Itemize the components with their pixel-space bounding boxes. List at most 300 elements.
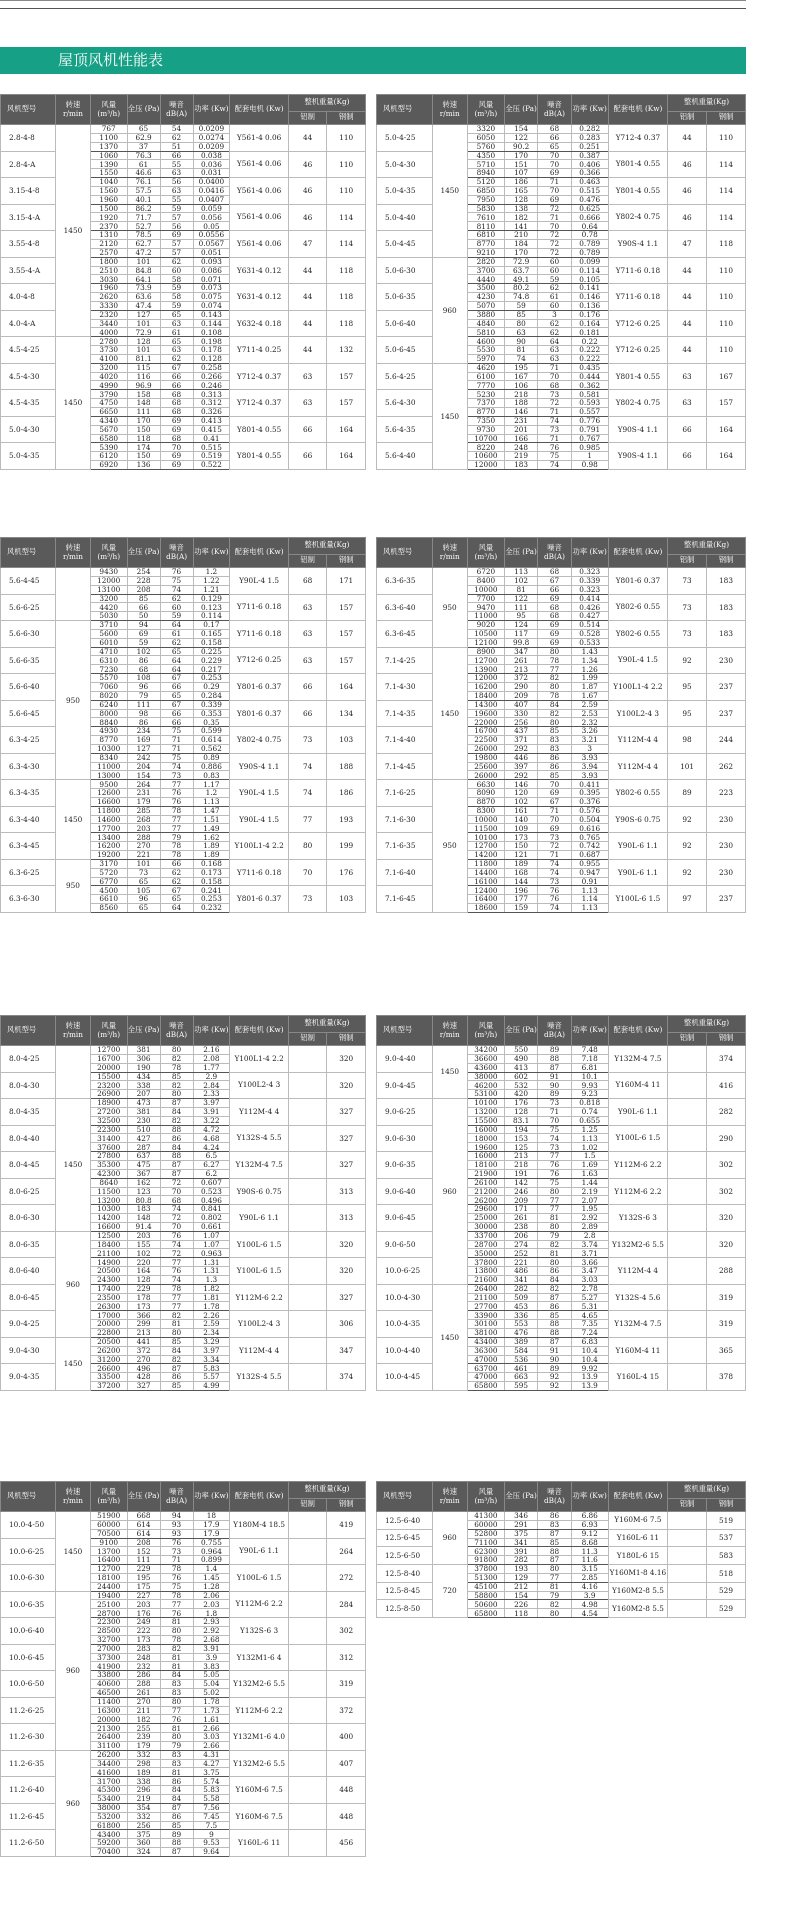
noise-cell: 76 [160, 568, 193, 577]
noise-cell: 92 [538, 1382, 571, 1391]
header-flow: 风量 (m³/h) [90, 95, 127, 125]
flow-cell: 3030 [90, 275, 127, 284]
flow-cell: 4020 [90, 372, 127, 381]
aluminum-weight-cell: 73 [288, 727, 327, 754]
flow-cell: 9100 [90, 1538, 127, 1547]
table-row [377, 1284, 746, 1293]
model-cell: 5.6-4-45 [1, 568, 56, 595]
header-motor: 配套电机 (Kw) [230, 538, 289, 568]
noise-cell: 83 [538, 736, 571, 745]
noise-cell: 62 [538, 319, 571, 328]
pressure-cell: 203 [127, 1231, 160, 1240]
noise-cell: 83 [160, 1688, 193, 1697]
header-weight: 整机重量(Kg) [288, 1016, 365, 1033]
header-flow: 风量 (m³/h) [467, 538, 504, 568]
performance-table [0, 94, 366, 470]
flow-cell: 26200 [90, 1346, 127, 1355]
pressure-cell: 360 [127, 1839, 160, 1848]
power-cell: 3.93 [571, 771, 608, 780]
flow-cell: 16200 [467, 682, 504, 691]
noise-cell: 77 [160, 1706, 193, 1715]
model-cell: 11.2-6-30 [1, 1724, 56, 1751]
flow-cell: 16700 [90, 1054, 127, 1063]
flow-cell: 9470 [467, 603, 504, 612]
motor-cell: Y132M-4 7.5 [608, 1046, 667, 1073]
noise-cell: 80 [538, 1609, 571, 1618]
noise-cell: 69 [538, 824, 571, 833]
flow-cell: 6630 [467, 780, 504, 789]
power-cell: 1.21 [193, 585, 230, 594]
aluminum-weight-cell: 66 [668, 443, 707, 470]
motor-cell: Y90L-4 1.5 [230, 806, 289, 833]
flow-cell: 16200 [90, 842, 127, 851]
header-pressure: 全压 (Pa) [127, 538, 160, 568]
aluminum-weight-cell: 97 [668, 886, 707, 913]
noise-cell: 80 [538, 1187, 571, 1196]
steel-weight-cell: 302 [327, 1618, 366, 1645]
aluminum-weight-cell: 63 [288, 594, 327, 621]
noise-cell: 68 [160, 1196, 193, 1205]
noise-cell: 71 [160, 736, 193, 745]
noise-cell: 64 [538, 337, 571, 346]
table-row [1, 1337, 366, 1346]
steel-weight-cell: 114 [327, 204, 366, 231]
table-row [377, 1125, 746, 1134]
power-cell: 0.198 [193, 337, 230, 346]
pressure-cell: 218 [504, 1160, 537, 1169]
power-cell: 0.522 [193, 461, 230, 470]
power-cell: 2.34 [193, 1329, 230, 1338]
pressure-cell: 111 [504, 603, 537, 612]
power-cell: 0.528 [571, 629, 608, 638]
power-cell: 0.086 [193, 266, 230, 275]
pressure-cell: 375 [504, 1529, 537, 1538]
aluminum-weight-cell: 63 [288, 621, 327, 648]
power-cell: 0.515 [571, 186, 608, 195]
pressure-cell: 175 [127, 1582, 160, 1591]
noise-cell: 87 [160, 1160, 193, 1169]
aluminum-weight-cell [668, 1529, 707, 1547]
flow-cell: 26400 [467, 1284, 504, 1293]
flow-cell: 37300 [90, 1653, 127, 1662]
pressure-cell: 288 [127, 1680, 160, 1689]
power-cell: 0.515 [193, 443, 230, 452]
power-cell: 0.0416 [193, 186, 230, 195]
flow-cell: 38000 [90, 1803, 127, 1812]
power-cell: 9.64 [193, 1848, 230, 1857]
pressure-cell: 171 [504, 1205, 537, 1214]
power-cell: 6.83 [571, 1337, 608, 1346]
pressure-cell: 80.8 [127, 1196, 160, 1205]
noise-cell: 93 [160, 1520, 193, 1529]
flow-cell: 22800 [90, 1329, 127, 1338]
noise-cell: 81 [538, 1214, 571, 1223]
pressure-cell: 80 [504, 319, 537, 328]
pressure-cell: 61 [127, 160, 160, 169]
power-cell: 9.92 [571, 1364, 608, 1373]
performance-table [0, 537, 366, 913]
pressure-cell: 46.6 [127, 169, 160, 178]
power-cell: 2.68 [193, 1635, 230, 1644]
noise-cell: 81 [160, 1320, 193, 1329]
table-row [377, 833, 746, 842]
noise-cell: 87 [538, 1063, 571, 1072]
motor-cell: Y801-4 0.55 [608, 178, 667, 205]
header-weight: 整机重量(Kg) [288, 95, 365, 112]
power-cell: 0.217 [193, 665, 230, 674]
flow-cell: 5570 [90, 674, 127, 683]
pressure-cell: 85 [504, 310, 537, 319]
noise-cell: 65 [538, 142, 571, 151]
aluminum-weight-cell [288, 1072, 327, 1099]
noise-cell: 85 [160, 1072, 193, 1081]
noise-cell: 86 [160, 1134, 193, 1143]
power-cell: 3.34 [193, 1355, 230, 1364]
model-cell: 9.0-4-30 [1, 1337, 56, 1364]
motor-cell: Y100L-6 1.5 [230, 1258, 289, 1285]
table-row [1, 1099, 366, 1108]
aluminum-weight-cell [668, 1337, 707, 1364]
pressure-cell: 65 [127, 877, 160, 886]
pressure-cell: 188 [504, 399, 537, 408]
steel-weight-cell: 164 [327, 443, 366, 470]
noise-cell: 89 [538, 1046, 571, 1055]
flow-cell: 12000 [467, 461, 504, 470]
flow-cell: 5070 [467, 301, 504, 310]
noise-cell: 82 [538, 1284, 571, 1293]
pressure-cell: 99.8 [504, 638, 537, 647]
power-cell: 1.45 [193, 1573, 230, 1582]
pressure-cell: 63.6 [127, 293, 160, 302]
pressure-cell: 68 [127, 665, 160, 674]
flow-cell: 4840 [467, 319, 504, 328]
noise-cell: 74 [160, 1275, 193, 1284]
noise-cell: 62 [160, 133, 193, 142]
flow-cell: 47000 [467, 1355, 504, 1364]
power-cell: 0.765 [571, 833, 608, 842]
motor-cell: Y632-4 0.18 [230, 310, 289, 337]
flow-cell: 33900 [467, 1311, 504, 1320]
pressure-cell: 420 [504, 1090, 537, 1099]
pressure-cell: 127 [127, 744, 160, 753]
flow-cell: 31400 [90, 1134, 127, 1143]
pressure-cell: 270 [127, 842, 160, 851]
flow-cell: 13200 [467, 1107, 504, 1116]
power-cell: 9 [193, 1830, 230, 1839]
pressure-cell: 375 [127, 1830, 160, 1839]
steel-weight-cell: 157 [327, 390, 366, 417]
pressure-cell: 152 [127, 1547, 160, 1556]
pressure-cell: 146 [504, 408, 537, 417]
flow-cell: 2120 [90, 239, 127, 248]
noise-cell: 80 [538, 647, 571, 656]
noise-cell: 70 [160, 1187, 193, 1196]
power-cell: 4.31 [193, 1750, 230, 1759]
pressure-cell: 74.8 [504, 293, 537, 302]
noise-cell: 85 [160, 1337, 193, 1346]
flow-cell: 59200 [90, 1839, 127, 1848]
noise-cell: 67 [538, 576, 571, 585]
model-cell: 3.15-4-8 [1, 178, 56, 205]
noise-cell: 78 [160, 1635, 193, 1644]
header-model: 风机型号 [377, 1016, 433, 1046]
noise-cell: 76 [160, 797, 193, 806]
flow-cell: 50600 [467, 1600, 504, 1609]
steel-weight-cell: 230 [707, 647, 746, 674]
aluminum-weight-cell [288, 1750, 327, 1777]
table-row [377, 753, 746, 762]
aluminum-weight-cell [668, 1284, 707, 1311]
power-cell: 2.9 [193, 1072, 230, 1081]
pressure-cell: 122 [504, 594, 537, 603]
pressure-cell: 341 [504, 1538, 537, 1547]
table-row [377, 647, 746, 656]
pressure-cell: 203 [127, 824, 160, 833]
pressure-cell: 169 [127, 736, 160, 745]
pressure-cell: 62.9 [127, 133, 160, 142]
power-cell: 0.22 [571, 337, 608, 346]
steel-weight-cell: 157 [327, 647, 366, 674]
power-cell: 0.576 [571, 806, 608, 815]
noise-cell: 82 [160, 1355, 193, 1364]
noise-cell: 80 [160, 1090, 193, 1099]
model-cell: 4.5-4-25 [1, 337, 56, 364]
pressure-cell: 66 [127, 603, 160, 612]
noise-cell: 72 [538, 204, 571, 213]
aluminum-weight-cell [288, 1311, 327, 1338]
motor-cell: Y712-6 0.25 [608, 310, 667, 337]
motor-cell: Y100L-6 1.5 [230, 1231, 289, 1258]
noise-cell: 67 [538, 797, 571, 806]
performance-table [376, 537, 746, 913]
steel-weight-cell: 237 [707, 700, 746, 727]
pressure-cell: 268 [127, 815, 160, 824]
header-noise: 噪音 dB(A) [160, 538, 193, 568]
steel-weight-cell: 132 [327, 337, 366, 364]
noise-cell: 85 [160, 1821, 193, 1830]
noise-cell: 91 [538, 1072, 571, 1081]
steel-weight-cell: 327 [327, 1284, 366, 1311]
noise-cell: 75 [160, 753, 193, 762]
aluminum-weight-cell: 63 [288, 390, 327, 417]
noise-cell: 76 [538, 886, 571, 895]
motor-cell: Y132M2-6 5.5 [230, 1671, 289, 1698]
noise-cell: 76 [538, 443, 571, 452]
flow-cell: 12600 [90, 789, 127, 798]
power-cell: 0.059 [193, 204, 230, 213]
motor-cell: Y90L-6 1.1 [608, 833, 667, 860]
table-row [1, 1072, 366, 1081]
power-cell: 1.49 [193, 824, 230, 833]
power-cell: 0.463 [571, 178, 608, 187]
steel-weight-cell: 302 [707, 1178, 746, 1205]
pressure-cell: 151 [504, 160, 537, 169]
power-cell: 2.26 [193, 1311, 230, 1320]
power-cell: 1.13 [571, 904, 608, 913]
motor-cell: Y711-6 0.18 [230, 621, 289, 648]
motor-cell: Y801-4 0.55 [608, 151, 667, 178]
pressure-cell: 47.4 [127, 301, 160, 310]
flow-cell: 18600 [467, 904, 504, 913]
flow-cell: 14300 [467, 700, 504, 709]
power-cell: 3.21 [571, 736, 608, 745]
model-cell: 7.1-6-40 [377, 859, 433, 886]
noise-cell: 56 [160, 178, 193, 187]
flow-cell: 47000 [467, 1373, 504, 1382]
motor-cell: Y112M-4 4 [608, 727, 667, 754]
power-cell: 1.8 [193, 1609, 230, 1618]
flow-cell: 6610 [90, 895, 127, 904]
pressure-cell: 154 [504, 1591, 537, 1600]
flow-cell: 53100 [467, 1090, 504, 1099]
noise-cell: 86 [538, 1512, 571, 1521]
pressure-cell: 476 [504, 1329, 537, 1338]
noise-cell: 85 [538, 1311, 571, 1320]
pressure-cell: 76.1 [127, 178, 160, 187]
header-steel: 钢制 [707, 1032, 746, 1046]
power-cell: 0.129 [193, 594, 230, 603]
flow-cell: 2320 [90, 310, 127, 319]
steel-weight-cell: 319 [707, 1311, 746, 1338]
aluminum-weight-cell [288, 1565, 327, 1592]
pressure-cell: 407 [504, 700, 537, 709]
noise-cell: 73 [538, 390, 571, 399]
flow-cell: 18100 [90, 1573, 127, 1582]
power-cell: 0.312 [193, 399, 230, 408]
model-cell: 5.6-6-25 [1, 594, 56, 621]
noise-cell: 84 [160, 1786, 193, 1795]
header-flow: 风量 (m³/h) [90, 1016, 127, 1046]
pressure-cell: 73 [127, 868, 160, 877]
power-cell: 2.59 [571, 700, 608, 709]
table-row [1, 1618, 366, 1627]
model-cell: 8.0-4-30 [1, 1072, 56, 1099]
power-cell: 1.07 [193, 1240, 230, 1249]
flow-cell: 12700 [467, 842, 504, 851]
flow-cell: 8640 [90, 1178, 127, 1187]
flow-cell: 63700 [467, 1364, 504, 1373]
speed-cell: 1450 [432, 1284, 467, 1390]
power-cell: 4.16 [571, 1582, 608, 1591]
pressure-cell: 189 [127, 1768, 160, 1777]
steel-weight-cell: 407 [327, 1750, 366, 1777]
flow-cell: 35000 [467, 1249, 504, 1258]
model-cell: 4.0-4-8 [1, 284, 56, 311]
power-cell: 3.26 [571, 727, 608, 736]
header-noise: 噪音 dB(A) [538, 95, 571, 125]
noise-cell: 66 [538, 133, 571, 142]
noise-cell: 87 [538, 1529, 571, 1538]
pressure-cell: 346 [504, 1512, 537, 1521]
flow-cell: 26900 [90, 1090, 127, 1099]
flow-cell: 38100 [467, 1329, 504, 1338]
model-cell: 12.5-6-40 [377, 1512, 433, 1530]
noise-cell: 68 [160, 390, 193, 399]
noise-cell: 73 [538, 1099, 571, 1108]
flow-cell: 21200 [467, 1187, 504, 1196]
noise-cell: 77 [160, 1293, 193, 1302]
flow-cell: 5710 [467, 160, 504, 169]
aluminum-weight-cell [668, 1512, 707, 1530]
flow-cell: 17400 [90, 1284, 127, 1293]
header-aluminum: 铝制 [668, 1032, 707, 1046]
steel-weight-cell: 327 [327, 1152, 366, 1179]
flow-cell: 11500 [90, 1187, 127, 1196]
header-steel: 钢制 [707, 554, 746, 568]
flow-cell: 1920 [90, 213, 127, 222]
pressure-cell: 101 [127, 859, 160, 868]
power-cell: 1.62 [193, 833, 230, 842]
power-cell: 0.789 [571, 239, 608, 248]
power-cell: 0.251 [571, 142, 608, 151]
noise-cell: 69 [538, 789, 571, 798]
flow-cell: 11500 [467, 824, 504, 833]
motor-cell: Y132S-6 3 [608, 1205, 667, 1232]
flow-cell: 12700 [467, 656, 504, 665]
power-cell: 0.323 [571, 585, 608, 594]
model-cell: 4.5-4-30 [1, 363, 56, 390]
noise-cell: 76 [160, 1609, 193, 1618]
noise-cell: 87 [538, 1293, 571, 1302]
noise-cell: 68 [160, 399, 193, 408]
noise-cell: 57 [160, 239, 193, 248]
model-cell: 11.2-6-45 [1, 1803, 56, 1830]
aluminum-weight-cell: 66 [288, 674, 327, 701]
pressure-cell: 173 [127, 1635, 160, 1644]
noise-cell: 70 [538, 815, 571, 824]
power-cell: 0.776 [571, 416, 608, 425]
model-cell: 5.6-6-30 [1, 621, 56, 648]
flow-cell: 27200 [90, 1107, 127, 1116]
flow-cell: 37800 [467, 1258, 504, 1267]
pressure-cell: 84.8 [127, 266, 160, 275]
pressure-cell: 238 [504, 1222, 537, 1231]
steel-weight-cell: 118 [327, 284, 366, 311]
model-cell: 12.5-8-50 [377, 1600, 433, 1618]
pressure-cell: 166 [504, 434, 537, 443]
header-power: 功率 (Kw) [193, 95, 230, 125]
flow-cell: 20000 [90, 1715, 127, 1724]
header-aluminum: 铝制 [288, 111, 327, 125]
steel-weight-cell: 118 [327, 257, 366, 284]
speed-cell: 960 [56, 1591, 91, 1750]
header-steel: 钢制 [327, 1498, 366, 1512]
power-cell: 2.8 [571, 1231, 608, 1240]
power-cell: 0.036 [193, 160, 230, 169]
pressure-cell: 208 [127, 585, 160, 594]
noise-cell: 74 [538, 461, 571, 470]
pressure-cell: 274 [504, 1240, 537, 1249]
pressure-cell: 207 [127, 1090, 160, 1099]
motor-cell: Y132M1-6 4 [230, 1644, 289, 1671]
pressure-cell: 105 [127, 886, 160, 895]
flow-cell: 6310 [90, 656, 127, 665]
power-cell: 1.31 [193, 1267, 230, 1276]
flow-cell: 32700 [90, 1635, 127, 1644]
model-cell: 6.3-6-30 [1, 886, 56, 913]
pressure-cell: 101 [127, 257, 160, 266]
flow-cell: 1040 [90, 178, 127, 187]
pressure-cell: 101 [127, 319, 160, 328]
pressure-cell: 221 [504, 1258, 537, 1267]
model-cell: 9.0-4-40 [377, 1046, 433, 1073]
noise-cell: 62 [160, 638, 193, 647]
aluminum-weight-cell: 70 [288, 859, 327, 886]
power-cell: 3.29 [193, 1337, 230, 1346]
pressure-cell: 366 [127, 1311, 160, 1320]
aluminum-weight-cell: 92 [668, 859, 707, 886]
flow-cell: 3440 [90, 319, 127, 328]
